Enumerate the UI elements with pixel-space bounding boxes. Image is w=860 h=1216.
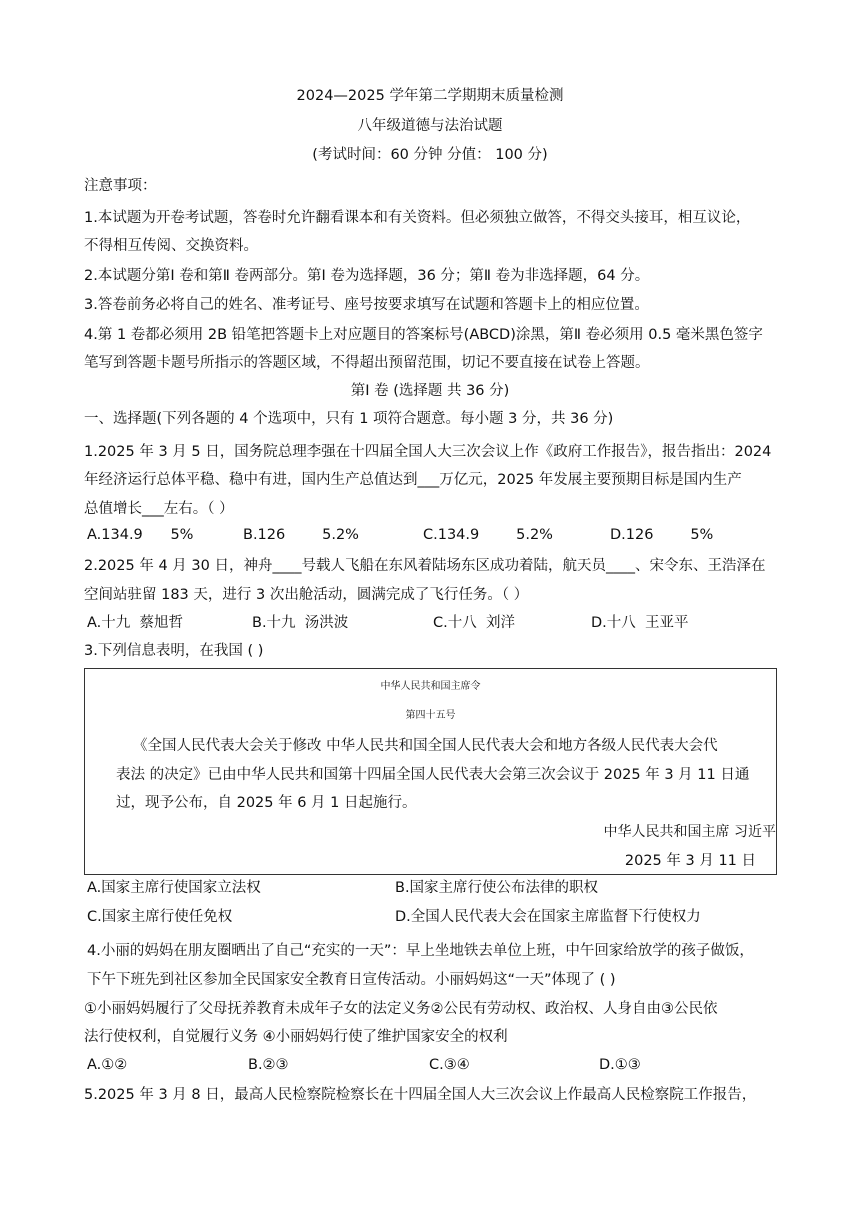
decree-body-line-1: 《全国人民代表大会关于修改 中华人民共和国全国人民代表大会和地方各级人民代表大会代 xyxy=(133,738,718,754)
q2-option-d: D.十八 王亚平 xyxy=(591,615,689,631)
decree-body-line-3: 过，现予公布，自 2025 年 6 月 1 日起施行。 xyxy=(116,795,417,811)
q4-statements-line-2: 法行使权利，自觉履行义务 ④小丽妈妈行使了维护国家安全的权利 xyxy=(84,1029,508,1045)
q2-option-a: A.十九 蔡旭哲 xyxy=(87,615,183,631)
notice-item-3: 3.答卷前务必将自己的姓名、准考证号、座号按要求填写在试题和答题卡上的相应位置。 xyxy=(84,297,649,313)
q3-stem: 3.下列信息表明，在我国 ( ) xyxy=(84,643,264,659)
q2-line-1: 2.2025 年 4 月 30 日，神舟____号载人飞船在东风着陆场东区成功着陆，航天员____、宋令东、王浩泽在 xyxy=(84,558,766,574)
section-1-instructions: 一、选择题(下列各题的 4 个选项中，只有 1 项符合题意。每小题 3 分，共 36 分) xyxy=(84,411,614,427)
q4-option-a: A.①② xyxy=(87,1057,128,1073)
notice-item-1-line-2: 不得相互传阅、交换资料。 xyxy=(84,238,258,254)
notice-item-4-line-2: 笔写到答题卡题号所指示的答题区域，不得超出预留范围，切记不要直接在试卷上答题。 xyxy=(84,355,650,371)
exam-subtitle: 八年级道德与法治试题 xyxy=(357,118,503,134)
q1-line-1: 1.2025 年 3 月 5 日，国务院总理李强在十四届全国人大三次会议上作《政府工作报告》，报告指出：2024 xyxy=(84,444,772,460)
section-1-title: 第Ⅰ 卷 (选择题 共 36 分) xyxy=(350,383,510,399)
q4-line-2: 下午下班先到社区参加全民国家安全教育日宣传活动。小丽妈妈这“一天”体现了 ( ) xyxy=(87,972,616,988)
notice-item-2: 2.本试题分第Ⅰ 卷和第Ⅱ 卷两部分。第Ⅰ 卷为选择题，36 分；第Ⅱ 卷为非选择题，64 分。 xyxy=(84,268,650,284)
q2-line-2: 空间站驻留 183 天，进行 3 次出舱活动，圆满完成了飞行任务。（ ） xyxy=(84,587,529,603)
q2-option-c: C.十八 刘洋 xyxy=(433,615,515,631)
q1-line-2: 年经济运行总体平稳、稳中有进，国内生产总值达到___万亿元，2025 年发展主要预期目标是国内生产 xyxy=(84,472,742,488)
q1-option-b: B.126 5.2% xyxy=(243,527,359,543)
q3-option-c: C.国家主席行使任免权 xyxy=(87,909,233,925)
q1-line-3: 总值增长___左右。（ ） xyxy=(84,501,234,517)
notice-item-4-line-1: 4.第 1 卷都必须用 2B 铅笔把答题卡上对应题目的答案标号(ABCD)涂黑，第Ⅱ 卷必须用 0.5 毫米黑色签字 xyxy=(84,327,763,343)
q5-line-1: 5.2025 年 3 月 8 日，最高人民检察院检察长在十四届全国人大三次会议上作最高人民检察院工作报告， xyxy=(84,1087,757,1103)
decree-date: 2025 年 3 月 11 日 xyxy=(624,853,756,869)
decree-title: 中华人民共和国主席令 xyxy=(380,681,481,692)
exam-info: (考试时间：60 分钟 分值： 100 分) xyxy=(312,147,548,163)
q4-option-b: B.②③ xyxy=(248,1057,289,1073)
q3-option-d: D.全国人民代表大会在国家主席监督下行使权力 xyxy=(395,909,701,925)
decree-number: 第四十五号 xyxy=(405,710,456,721)
decree-body-line-2: 表法 的决定》已由中华人民共和国第十四届全国人民代表大会第三次会议于 2025 年 3 月 11 日通 xyxy=(116,767,750,783)
q3-option-b: B.国家主席行使公布法律的职权 xyxy=(395,880,599,896)
q4-option-c: C.③④ xyxy=(429,1057,470,1073)
notice-heading: 注意事项： xyxy=(84,178,157,194)
decree-signature: 中华人民共和国主席 习近平 xyxy=(603,824,776,840)
q2-option-b: B.十九 汤洪波 xyxy=(252,615,349,631)
q4-option-d: D.①③ xyxy=(599,1057,641,1073)
notice-item-1-line-1: 1.本试题为开卷考试题，答卷时允许翻看课本和有关资料。但必须独立做答，不得交头接耳，相互议论， xyxy=(84,210,751,226)
q1-option-c: C.134.9 5.2% xyxy=(423,527,553,543)
q1-option-d: D.126 5% xyxy=(610,527,714,543)
q4-line-1: 4.小丽的妈妈在朋友圈晒出了自己“充实的一天”：早上坐地铁去单位上班，中午回家给放学的孩子做饭， xyxy=(87,943,754,959)
exam-title: 2024—2025 学年第二学期期末质量检测 xyxy=(296,88,564,104)
q3-option-a: A.国家主席行使国家立法权 xyxy=(87,880,261,896)
decree-box xyxy=(84,668,777,875)
q1-option-a: A.134.9 5% xyxy=(87,527,194,543)
q4-statements-line-1: ①小丽妈妈履行了父母抚养教育未成年子女的法定义务②公民有劳动权、政治权、人身自由③公民依 xyxy=(84,1001,718,1017)
